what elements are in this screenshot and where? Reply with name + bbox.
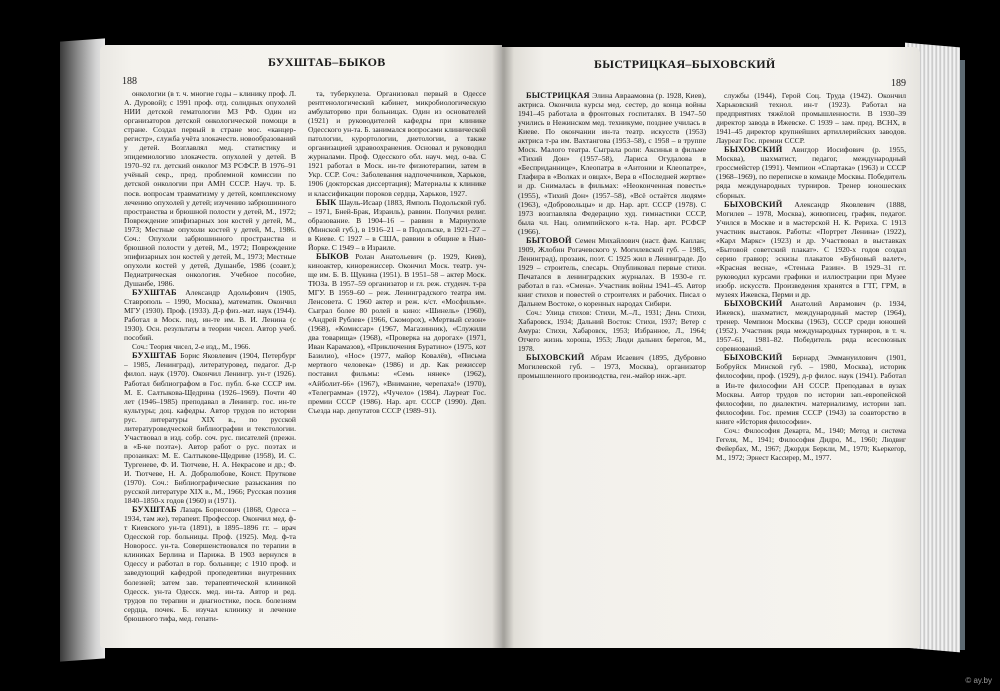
entry-headword: БЫК (316, 197, 339, 207)
entry-text: Анатолий Аврамович (р. 1934, Ижевск), шахматист, международный мастер (1964), тренер. Чемпион Москвы (1963), СССР среди юношей (1952). Участник ряда международных турниров, в т. ч. 1957–61, 1981–82. Победитель ряда всесоюзных соревнований. (716, 299, 906, 354)
dictionary-entry (124, 505, 296, 623)
entry-headword: БУХШТАБ (132, 505, 181, 515)
entry-text: Семен Михайлович (наст. фам. Каплан; 1909, Жлобин Рогачевского у. Могилевской губ. – 1985, Ленинград), прозаик, поэт. С 1925 жил в Ленинграде. До 1929 – строитель, слесарь. Опубликовал первые стихи. Печатался в ленинградских журналах. В 1930-е гг. работал в газ. «Смена». Участник войны 1941–45. Автор книг стихов и повестей о строителях и рабочих. Писал о Дальнем Востоке, о коренных народах Сибири. (518, 235, 706, 309)
dictionary-entry (518, 91, 706, 236)
entry-headword: БУХШТАБ (132, 351, 181, 361)
dictionary-entry (716, 299, 906, 353)
entry-works: Соч.: Теория чисел, 2-е изд., М., 1966. (132, 342, 251, 352)
entry-text: Элина Авраамовна (р. 1928, Киев), актриса. Окончила курсы мед. сестер, до конца войны 1941–45 работала в фронтовых госпиталях. В 1947–50 учились в Нежинском мед. техникуме, позднее училась в Киеве. По окончании ин-та театр. искусств (1953) актриса т-ра им. Вахтангова (1953–58), с 1958 – в труппе Моск. Малого театра. Сыграла роли: Аксинья в фильме «Тихий Дон» (1957–58), Лариса Огудалова в «Бесприданнице», Клеопатра в «Антонии и Клеопатре», Глафира в «Волках и овцах», Вера в «Последней жертве» и др. Снималась в фильмах: «Неоконченная повесть» (1955), «Тихий Дон» (1957–58), «Всё остаётся людям» (1963), «Добровольцы» и др. Нар. арт. СССР (1978). С 1973 возглавляла Федерацию худ. гимнастики СССР, была чл. Нац. олимпийского к-та. Нар. арт. РСФСР (1966). (518, 91, 706, 236)
running-head-left: БУХШТАБ–БЫКОВ (268, 55, 386, 69)
book-cover-edge-left (60, 38, 105, 661)
entry-headword: БУХШТАБ (132, 288, 186, 298)
dictionary-entry (124, 288, 296, 351)
continuation-text: та, туберкулеза. Организовал первый в Одессе рентгенологический кабинет, микробиологическую амбулаторию при больницах. Один из основателей (1921) и руководителей кафедры при клинике Одесского ун-та. Б. занимался вопросами клинической патологии, курортологии, диетологии, а также организацией здравоохранения. Основал и руководил журналами. Проф. Одесского обл. науч. мед. о-ва. С 1921 работал в Моск. ин-те физиотерапии, затем в Укр. ССР. Соч.: Заболевания надпочечников, Харьков, 1906 (докторская диссертация); Материалы к клинике и классификации пороков сердца, Харьков, 1927. (308, 89, 486, 198)
continuation-text: службы (1944), Герой Соц. Труда (1942). Окончил Харьковский технол. ин-т (1923). Работал на предприятиях тяжёлой промышленности. В 1930–39 директор завода в Ижевске. С 1939 – зам. пред. ВСНХ, в 1941–45 директор крупнейших артиллерийских заводов. Лауреат Гос. премии СССР. (716, 91, 906, 146)
entry-headword: БЫТОВОЙ (526, 235, 575, 245)
entry-text: Абрам Исаевич (1895, Дубровно Могилевской губ. – 1973, Москва), организатор промышленного производства, ген.-майор инж.-арт. (518, 353, 706, 381)
page-number-left: 188 (122, 76, 137, 87)
running-head-right: БЫСТРИЦКАЯ–БЫХОВСКИЙ (594, 57, 776, 71)
entry-headword: БЫХОВСКИЙ (724, 145, 792, 155)
dictionary-entry (518, 353, 706, 380)
dictionary-entry (124, 351, 296, 505)
entry-headword: БЫХОВСКИЙ (724, 353, 793, 363)
right-page-column-2 (716, 91, 906, 639)
entry-text: Лазарь Борисович (1868, Одесса – 1934, там же), терапевт. Профессор. Окончил мед. ф-т Киевского ун-та (1891), в 1895–1896 гг. – врач Одесской гор. больницы. Проф. (1925). Мед. ф-та Новоросс. ун-та. Совершенствовался по терапии в клиниках Берлина и Парижа. В 1903 вернулся в Одессу и работал в гор. больнице; с 1910 проф. и заведующий кафедрой пропедевтики внутренних болезней; затем зав. терапевтической клиникой Одесск. ун-та Одесск. мед. ин-та. Автор и ред. трудов по терапии и диагностике, посв. болезням сердца, почек. Б. изучал клинику и лечение брюшного тифа, мед. гепати- (124, 505, 296, 623)
dictionary-entry (308, 252, 486, 415)
dictionary-entry (716, 200, 906, 300)
dictionary-entry (716, 353, 906, 462)
entry-text: Авигдор Иосифович (р. 1955, Москва), шахматист, педагог, международный гроссмейстер (1991). Чемпион «Спартака» (1963) и СССР (1968–1969), по переписке в команде Москвы. Победитель ряда международных турниров. Тренер юношеских сборных. (716, 145, 906, 200)
continuation-text: онкологии (в т. ч. многие годы – клинику проф. Л. А. Дуровой); с 1991 проф. отд. солидных опухолей НИИ детской гематологии МЗ РФ. Один из организаторов детской онкологической помощи в стране. Создал первый в стране мос. «канцер-регистр», служба учёта злокачеств. новообразований у детей. Возглавлял мед. статистику и эпидемиологию злокачеств. опухолей у детей. В 1970–92 гл. детский онколог МЗ РСФСР. В 1976–91 учёный секр., пред. проблемной комиссии по детской онкологии при АМН СССР. Науч. тр. Б. посв. вопросам травматизму у детей, комплексному лечению опухолей у детей; изучению забрюшинного пространства и брюшной полости у детей, М., 1972; Повреждение эпифизарных зон костей у детей, М., 1973; Местные опухоли костей у детей, М., 1986. Соч.: Опухоли забрюшинного пространства и брюшной полости у детей, М., 1972; Повреждение эпифизарных зон костей у детей, М., 1973; Местные опухоли костей у детей, Душанбе, 1986 (соавт.); Педиатрическая онкология. Учебное пособие, Душанбе, 1986. (124, 89, 296, 288)
entry-headword: БЫХОВСКИЙ (526, 353, 591, 363)
entry-text: Александр Яковлевич (1888, Могилев – 1978, Москва), живописец, график, педагог. Учился в Москве и в мастерской Н. К. Рериха. С 1913 участник выставок. Работы: «Портрет Ленина» (1922), «Карл Маркс» (1923) и др. Участвовал в выставках «Бытовой советский плакат». С 1920-х годов создал серию гравюр; эскизы плакатов «Бубновый валет», «Красная весна», «Стенька Разин». В 1929–31 гг. руководил курсами графики и иллюстрации при Музее изобр. искусств. Произведения хранятся в ГТГ, ГРМ, в музеях Ижевска, Перми и др. (716, 199, 906, 300)
entry-text: Александр Адольфович (1905, Ставрополь – 1990, Москва), математик. Окончил МГУ (1930). Проф. (1933). Д-р физ.-мат. наук (1944). Работал в Моск. пед. ин-те им. В. И. Ленина (с 1930). Осн. результаты в теории чисел. Автор учеб. пособий. (124, 288, 296, 343)
entry-works: Соч.: Улица стихов: Стихи, М.–Л., 1931; День Стихи, Хабаровск, 1934; Дальний Восток: Стихи, 1937; Ветер с Амура: Стихи, Хабаровск, 1953; Избранное, Л., 1964; Отчего жизнь хороша, 1953; Люди дальних берегов, М., 1978. (518, 308, 706, 354)
left-page-column-2 (308, 89, 486, 637)
right-page (502, 47, 920, 648)
right-page-column-1 (518, 91, 706, 639)
dictionary-entry (518, 236, 706, 354)
dictionary-entry (716, 145, 906, 199)
entry-works: Соч.: Философия Декарта, М., 1940; Метод и система Гегеля, М., 1941; Философия Дидро, М., 1960; Людвиг Фейербах, М., 1967; Джордж Беркли, М., 1970; Кьеркегор, М., 1972; Эрнест Кассирер, М., 1977. (716, 425, 906, 462)
entry-text: Шауль-Исаар (1883, Ямполь Подольской губ. – 1971, Бней-Брак, Израиль), раввин. Получил религ. образование. В 1904–16 – раввин в Мариуполе (Минской губ.), в 1916–21 – в Подольске, в 1921–27 – в Киеве. С 1927 – в США, раввин в общине в Нью-Йорке. С 1949 – в Израиле. (308, 197, 486, 252)
page-number-right: 189 (891, 78, 906, 89)
left-page (100, 45, 502, 648)
entry-text: Борис Яковлевич (1904, Петербург – 1985, Ленинград), литературовед, педагог. Д-р филол. наук (1970). Окончил Ленингр. ун-т (1926). Работал библиографом в Гос. публ. б-ке СССР им. М. Е. Салтыкова-Щедрина (1926–1969). Почти 40 лет (1946–1985) преподавал в Ленингр. гос. ин-те культуры; доц. кафедры. Автор трудов по истории рус. литературы XIX в., по русской литературоведческой библиографии и текстологии. Участвовал в изд. собр. соч. рус. писателей (прежн. в «Б-ке поэта»). Автор работ о рус. поэтах и прозаиках: М. Е. Салтыкове-Щедрине (1958), И. С. Тургеневе, Ф. И. Тютчеве, Н. А. Некрасове и др.; Ф. И. Тютчеве, Н. А. Добролюбове, Конст. Прутковe (1970). Соч.: Библиографические разыскания по русской литературе XIX в., М., 1966; Русская поэзия 1840–1850-х годов (1960) и (1971). (124, 351, 296, 506)
entry-headword: БЫХОВСКИЙ (724, 299, 791, 309)
entry-headword: БЫКОВ (316, 251, 356, 261)
entry-text: Ролан Анатольевич (р. 1929, Киев), киноактер, кинорежиссер. Окончил Моск. театр. уч-ще им. Б. В. Щукина (1951). В 1951–58 – актер Моск. ТЮЗа. В 1957–59 организатор и гл. реж. студенч. т-ра МГУ. В 1959–60 – реж. Ленинградского театра им. Ленсовета. С 1960 актер и реж. к/ст. «Мосфильм». Сыграл более 80 ролей в кино: «Шинель» (1960), «Андрей Рублев» (1966, Скоморох), «Мертвый сезон» (1968), «Комиссар» (1967, Магазинник), «Служили два товарища» (1968), «Проверка на дорогах» (1971, Иван Карамазов), «Приключения Буратино» (1975, кот Базилио), «Нос» (1977, майор Ковалёв), «Письма мертвого человека» (1986) и др. Как режиссер поставил фильмы: «Семь нянек» (1962), «Айболит-66» (1967), «Внимание, черепаха!» (1970), «Телеграмма» (1972), «Чучело» (1984). Лауреат Гос. премии СССР (1986). Нар. арт. СССР (1990). Деп. Съезда нар. депутатов СССР (1989–91). (308, 251, 486, 415)
entry-headword: БЫСТРИЦКАЯ (526, 91, 593, 100)
book-gutter-shadow (492, 45, 514, 650)
entry-text: Бернард Эммануилович (1901, Бобруйск Минской губ. – 1980, Москва), историк философии, проф. (1929), д-р филос. наук (1941). Работал в Ин-те философии АН СССР. Преподавал в вузах Москвы. Автор трудов по истории зап.-европейской философии, по диалектич. материализму, истории зап. философии. Гос. премия СССР (1943) за соавторство в книге «История философии». (716, 353, 906, 426)
dictionary-entry (308, 198, 486, 252)
left-page-column-1 (124, 89, 296, 637)
watermark: © ay.by (965, 676, 992, 685)
entry-headword: БЫХОВСКИЙ (724, 199, 795, 209)
